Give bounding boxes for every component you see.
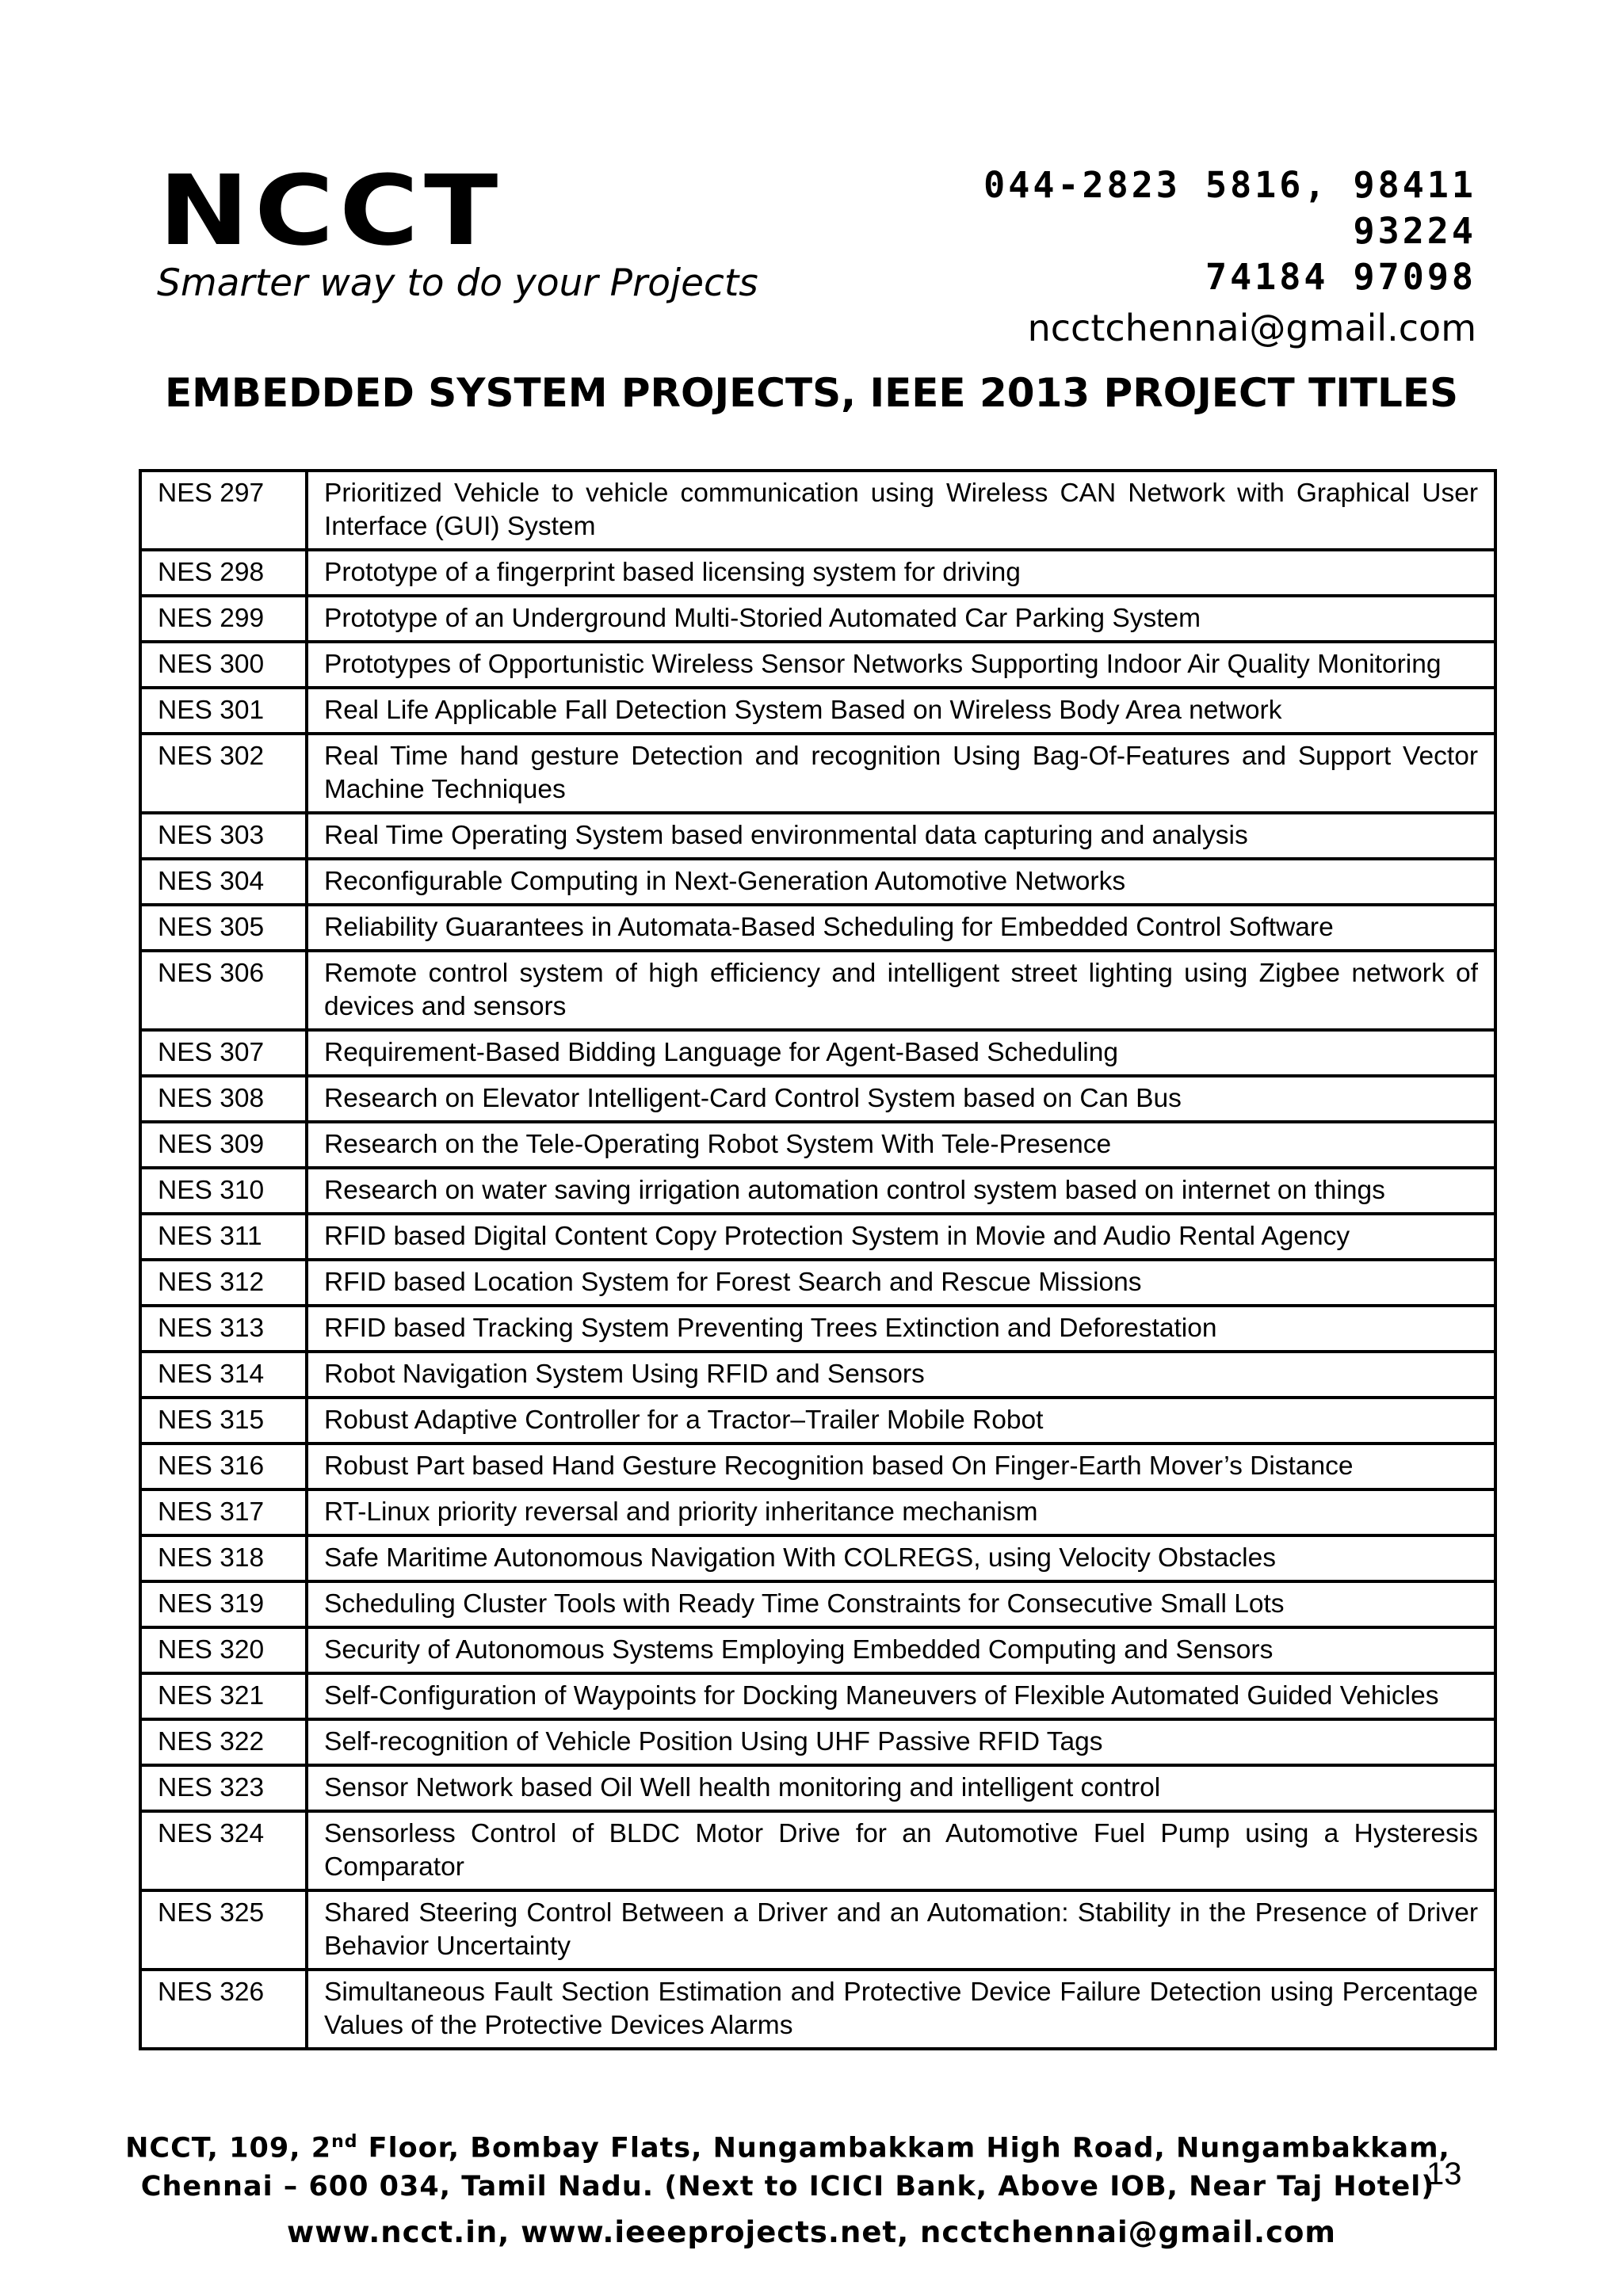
- table-row: [140, 1260, 1495, 1306]
- project-code: NES 307: [140, 1030, 307, 1076]
- footer: [0, 2123, 1623, 2252]
- ordinal-suffix: nd: [331, 2132, 358, 2152]
- project-title: Robot Navigation System Using RFID and Sensors: [307, 1352, 1495, 1398]
- project-code: NES 308: [140, 1076, 307, 1122]
- project-title: Real Time Operating System based environmental data capturing and analysis: [307, 813, 1495, 859]
- project-title: Requirement-Based Bidding Language for Agent-Based Scheduling: [307, 1030, 1495, 1076]
- project-title: Shared Steering Control Between a Driver and an Automation: Stability in the Presence of Driver Behavior Uncertainty: [307, 1890, 1495, 1970]
- table-row: [140, 951, 1495, 1030]
- project-title: Sensorless Control of BLDC Motor Drive for an Automotive Fuel Pump using a Hysteresis Comparator: [307, 1811, 1495, 1890]
- project-title: Remote control system of high efficiency and intelligent street lighting using Zigbee network of devices and sensors: [307, 951, 1495, 1030]
- table-row: [140, 1030, 1495, 1076]
- table-row: [140, 1627, 1495, 1673]
- project-code: NES 324: [140, 1811, 307, 1890]
- projects-table: [139, 469, 1497, 2050]
- project-code: NES 317: [140, 1489, 307, 1535]
- project-title: Research on the Tele-Operating Robot System With Tele-Presence: [307, 1122, 1495, 1168]
- table-row: [140, 1214, 1495, 1260]
- project-code: NES 304: [140, 859, 307, 905]
- project-title: Real Time hand gesture Detection and recognition Using Bag-Of-Features and Support Vector Machine Techniques: [307, 734, 1495, 813]
- project-code: NES 326: [140, 1970, 307, 2049]
- table-row: [140, 859, 1495, 905]
- project-code: NES 300: [140, 642, 307, 688]
- table-row: [140, 1535, 1495, 1581]
- project-code: NES 309: [140, 1122, 307, 1168]
- project-code: NES 323: [140, 1765, 307, 1811]
- project-title: Research on water saving irrigation automation control system based on internet on things: [307, 1168, 1495, 1214]
- project-title: RFID based Location System for Forest Search and Rescue Missions: [307, 1260, 1495, 1306]
- project-code: NES 297: [140, 471, 307, 550]
- project-title: Self-Configuration of Waypoints for Docking Maneuvers of Flexible Automated Guided Vehicles: [307, 1673, 1495, 1719]
- project-code: NES 301: [140, 688, 307, 734]
- table-row: [140, 1489, 1495, 1535]
- page-number: 13: [1426, 2157, 1462, 2191]
- table-row: [140, 1076, 1495, 1122]
- project-code: NES 305: [140, 905, 307, 951]
- table-row: [140, 1890, 1495, 1970]
- project-title: Research on Elevator Intelligent-Card Control System based on Can Bus: [307, 1076, 1495, 1122]
- project-title: Reconfigurable Computing in Next-Generation Automotive Networks: [307, 859, 1495, 905]
- table-row: [140, 1398, 1495, 1444]
- project-code: NES 302: [140, 734, 307, 813]
- project-code: NES 322: [140, 1719, 307, 1765]
- project-code: NES 306: [140, 951, 307, 1030]
- contact-block: [983, 162, 1476, 351]
- project-title: Prioritized Vehicle to vehicle communication using Wireless CAN Network with Graphical User Interface (GUI) System: [307, 471, 1495, 550]
- footer-websites[interactable]: www.ncct.in, www.ieeeprojects.net, ncctchennai@gmail.com: [287, 2214, 1336, 2249]
- project-code: NES 319: [140, 1581, 307, 1627]
- table-row: [140, 550, 1495, 596]
- phone-line-2: 93224: [1353, 210, 1476, 252]
- footer-address-line-2: Chennai – 600 034, Tamil Nadu. (Next to ICICI Bank, Above IOB, Near Taj Hotel): [140, 2170, 1435, 2203]
- project-code: NES 312: [140, 1260, 307, 1306]
- table-row: [140, 1719, 1495, 1765]
- project-code: NES 314: [140, 1352, 307, 1398]
- project-code: NES 299: [140, 596, 307, 642]
- project-title: RFID based Tracking System Preventing Trees Extinction and Deforestation: [307, 1306, 1495, 1352]
- project-title: Scheduling Cluster Tools with Ready Time Constraints for Consecutive Small Lots: [307, 1581, 1495, 1627]
- table-row: [140, 813, 1495, 859]
- project-title: Simultaneous Fault Section Estimation and Protective Device Failure Detection using Percentage Values of the Protective Devices Alarms: [307, 1970, 1495, 2049]
- project-title: Prototype of a fingerprint based licensing system for driving: [307, 550, 1495, 596]
- table-row: [140, 1581, 1495, 1627]
- project-code: NES 318: [140, 1535, 307, 1581]
- phone-line-3: 74184 97098: [1205, 256, 1476, 298]
- project-title: Real Life Applicable Fall Detection System Based on Wireless Body Area network: [307, 688, 1495, 734]
- page-title: EMBEDDED SYSTEM PROJECTS, IEEE 2013 PROJECT TITLES: [164, 370, 1459, 416]
- table-row: [140, 1673, 1495, 1719]
- table-row: [140, 1765, 1495, 1811]
- project-title: Security of Autonomous Systems Employing Embedded Computing and Sensors: [307, 1627, 1495, 1673]
- project-title: Sensor Network based Oil Well health monitoring and intelligent control: [307, 1765, 1495, 1811]
- project-code: NES 321: [140, 1673, 307, 1719]
- table-row: [140, 471, 1495, 550]
- table-row: [140, 1444, 1495, 1489]
- table-row: [140, 905, 1495, 951]
- project-title: Prototypes of Opportunistic Wireless Sensor Networks Supporting Indoor Air Quality Monitoring: [307, 642, 1495, 688]
- table-row: [140, 642, 1495, 688]
- table-row: [140, 1970, 1495, 2049]
- project-title: Safe Maritime Autonomous Navigation With COLREGS, using Velocity Obstacles: [307, 1535, 1495, 1581]
- table-row: [140, 596, 1495, 642]
- project-code: NES 316: [140, 1444, 307, 1489]
- table-row: [140, 1811, 1495, 1890]
- project-code: NES 313: [140, 1306, 307, 1352]
- table-row: [140, 1352, 1495, 1398]
- project-code: NES 320: [140, 1627, 307, 1673]
- table-row: [140, 688, 1495, 734]
- contact-email[interactable]: ncctchennai@gmail.com: [1027, 307, 1476, 349]
- project-title: Robust Part based Hand Gesture Recognition based On Finger-Earth Mover’s Distance: [307, 1444, 1495, 1489]
- project-code: NES 311: [140, 1214, 307, 1260]
- project-title: RT-Linux priority reversal and priority inheritance mechanism: [307, 1489, 1495, 1535]
- tagline: Smarter way to do your Projects: [157, 261, 758, 305]
- table-row: [140, 1306, 1495, 1352]
- project-code: NES 310: [140, 1168, 307, 1214]
- project-code: NES 315: [140, 1398, 307, 1444]
- table-row: [140, 734, 1495, 813]
- project-title: Self-recognition of Vehicle Position Using UHF Passive RFID Tags: [307, 1719, 1495, 1765]
- project-title: Reliability Guarantees in Automata-Based Scheduling for Embedded Control Software: [307, 905, 1495, 951]
- logo: NCCT: [158, 154, 504, 267]
- phone-line-1: 044-2823 5816, 98411: [983, 164, 1476, 206]
- project-title: Prototype of an Underground Multi-Storied Automated Car Parking System: [307, 596, 1495, 642]
- project-code: NES 325: [140, 1890, 307, 1970]
- project-code: NES 303: [140, 813, 307, 859]
- project-title: RFID based Digital Content Copy Protection System in Movie and Audio Rental Agency: [307, 1214, 1495, 1260]
- footer-address-line-1: NCCT, 109, 2nd Floor, Bombay Flats, Nungambakkam High Road, Nungambakkam,: [125, 2132, 1450, 2164]
- project-title: Robust Adaptive Controller for a Tractor–Trailer Mobile Robot: [307, 1398, 1495, 1444]
- table-row: [140, 1122, 1495, 1168]
- project-code: NES 298: [140, 550, 307, 596]
- table-row: [140, 1168, 1495, 1214]
